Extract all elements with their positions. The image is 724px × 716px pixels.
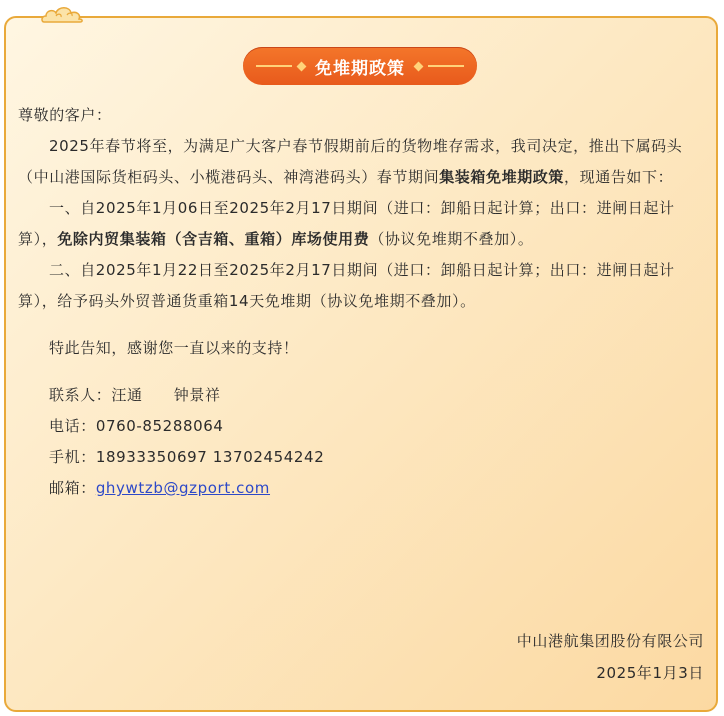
title-left-line	[256, 65, 292, 67]
page-title: 免堆期政策	[315, 58, 405, 79]
contact-mobile	[18, 442, 704, 473]
item1-bold: 免除内贸集装箱（含吉箱、重箱）库场使用费	[57, 230, 370, 248]
closing-text: 特此告知，感谢您一直以来的支持！	[49, 339, 299, 357]
intro-paragraph	[18, 131, 704, 193]
diamond-icon	[414, 61, 424, 71]
contact-email	[18, 473, 704, 504]
email-link[interactable]: ghywtzb@gzport.com	[95, 479, 271, 497]
contact-email-label: 邮箱：	[49, 479, 96, 497]
notice-body	[18, 100, 704, 504]
policy-item-1	[18, 193, 704, 255]
intro-bold-text: 集装箱免堆期政策	[439, 168, 565, 186]
spacer	[18, 317, 704, 333]
spacer	[18, 364, 704, 380]
contact-mobile-label: 手机：	[49, 448, 96, 466]
item1-pre: 一、自2025年1月06日至2025年2月17日期间（进口：卸船日起计算；出口：进闸日起计算），	[18, 199, 675, 248]
contact-phone	[18, 411, 704, 442]
item1-post: （协议免堆期不叠加）。	[369, 230, 534, 248]
title-right-line	[428, 65, 464, 67]
cloud-ornament-icon	[40, 0, 86, 26]
contact-phone-value: 0760-85288064	[95, 417, 224, 435]
intro-text: 2025年春节将至，为满足广大客户春节假期前后的货物堆存需求，我司决定，推出下属码头（中山港国际货柜码头、小榄港码头、神湾港码头）春节期间	[18, 137, 683, 186]
company-signature: 中山港航集团股份有限公司	[516, 632, 704, 650]
title-banner	[243, 47, 477, 85]
contact-person-label: 联系人：	[49, 386, 112, 404]
diamond-icon	[297, 61, 307, 71]
contact-person	[18, 380, 704, 411]
policy-item-2: 二、自2025年1月22日至2025年2月17日期间（进口：卸船日起计算；出口：进闸日起计算），给予码头外贸普通货重箱14天免堆期（协议免堆期不叠加）。	[18, 261, 675, 310]
contact-phone-label: 电话：	[49, 417, 96, 435]
intro-end-text: ，现通告如下：	[564, 168, 674, 186]
contact-mobile-value: 18933350697 13702454242	[95, 448, 325, 466]
contact-person-value: 汪通 钟景祥	[111, 386, 221, 404]
signature-date: 2025年1月3日	[596, 664, 704, 682]
greeting: 尊敬的客户：	[18, 106, 112, 124]
